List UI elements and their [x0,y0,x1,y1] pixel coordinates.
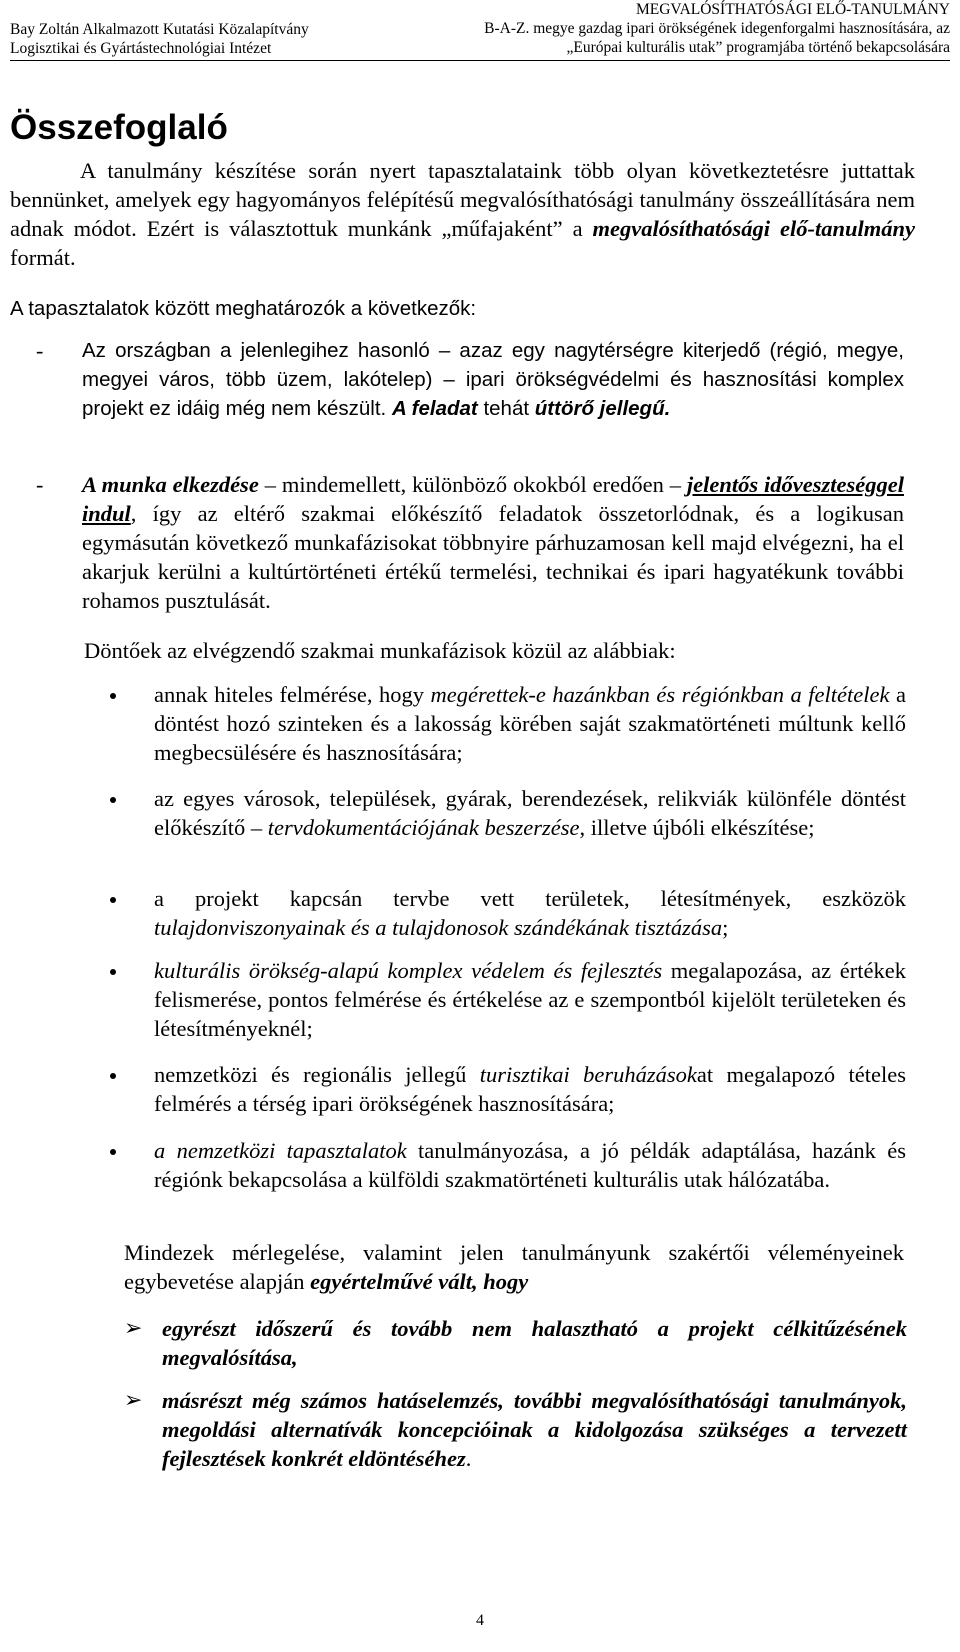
arrow-item-2-end: . [465,1446,472,1471]
intro-emphasis: megvalósíthatósági elő-tanulmány [592,216,915,241]
bullet-italic: megérettek-e hazánkban és régiónkban a feltételek [430,682,890,707]
dash-item-1-text [82,336,904,423]
page-number: 4 [476,1612,484,1629]
bullet-dot-icon [110,797,116,803]
bullet-text: annak hiteles felmérése, hogy [154,682,431,707]
bullet-text: a projekt kapcsán tervbe vett területek, létesítmények, eszközök [154,886,906,911]
bullet-text: at megalapozó tételes felmérés a térség ipari örökségének hasznosítására; [154,1062,906,1116]
decisive-phases-intro: Döntőek az elvégzendő szakmai munkafázisok közül az alábbiak: [84,638,676,663]
arrow-item-2-body: másrészt még számos hatáselemzés, további megvalósíthatósági tanulmányok, megoldási alternatívák koncepcióinak a kidolgozása szükséges a tervezett fejlesztések konkrét eldöntéséhez [162,1388,907,1471]
intro-paragraph [10,156,915,272]
intro-text: A tanulmány készítése során nyert tapasztalataink több olyan következtetésre juttattak bennünket, amelyek egy hagyományos felépítésű megvalósíthatósági tanulmány összeállítására nem adnak módot. Ezért is választottuk munkánk „műfajaként” a [10,158,915,241]
bullet-text: tanulmányozása, a jó példák adaptálása, hazánk és régiónk bekapcsolása a külföldi szakmatörténeti kulturális utak hálózatába. [154,1138,906,1192]
header-organization: Bay Zoltán Alkalmazott Kutatási Közalapítvány [10,21,309,38]
bullet-text: , illetve újbóli elkészítése; [579,815,815,840]
dash-item-1-body: Az országban a jelenlegihez hasonló – azaz egy nagytérségre kiterjedő (régió, megye, megyei város, több üzem, lakótelep) – ipari örökségvédelmi és hasznosítási komplex projekt ez idáig még nem készült. [82,339,904,420]
dash-item-2-text [82,470,904,615]
header-study-subtitle-2: „Európai kulturális utak” programjába történő bekapcsolására [566,39,950,56]
bullet-text: a döntést hozó szinteken és a lakosság körében saját szakmatörténeti múltunk kellő megbecsülésére és hasznosítására; [154,682,906,765]
conclusion-text: Mindezek mérlegelése, valamint jelen tanulmányunk szakértői véleményeinek egybevetése alapján [124,1240,904,1294]
conclusion-paragraph [124,1238,904,1296]
bullet-item-6-text [154,1136,906,1194]
conclusion-emphasis: egyértelművé vált, hogy [310,1269,529,1294]
arrow-item-1-body: egyrészt időszerű és tovább nem halasztható a projekt célkitűzésének megvalósítása, [162,1316,907,1370]
intro-text-end: formát. [10,245,76,270]
dash-marker: - [36,472,44,497]
bullet-italic: turisztikai beruházások [479,1062,697,1087]
dash-item-1-emphasis: A feladat [391,397,478,420]
header-study-subtitle: B-A-Z. megye gazdag ipari örökségének idegenforgalmi hasznosítására, az [484,20,950,37]
header-study-title: MEGVALÓSÍTHATÓSÁGI ELŐ-TANULMÁNY [635,1,950,18]
bullet-item-4-text [154,956,906,1043]
dash-item-1-emphasis-2: úttörő jellegű. [534,397,671,420]
bullet-italic: tervdokumentációjának beszerzése [267,815,580,840]
page-title: Összefoglaló [10,108,228,147]
dash-item-2-underlined: jelentős időveszteséggel indul [82,472,904,526]
bullet-text: nemzetközi és regionális jellegű [154,1062,480,1087]
bullet-text: ; [722,915,729,940]
dash-item-2-emphasis: A munka elkezdése [82,472,259,497]
bullet-item-1-text [154,680,906,767]
bullet-item-5-text [154,1060,906,1118]
arrow-bullet-icon: ➢ [124,1316,143,1341]
arrow-item-1-text [162,1314,907,1372]
criteria-intro: A tapasztalatok között meghatározók a következők: [10,297,477,320]
dash-item-1-mid: tehát [477,397,535,420]
bullet-italic: tulajdonviszonyainak és a tulajdonosok szándékának tisztázása [154,915,723,940]
bullet-dot-icon [110,693,116,699]
header-left [10,20,309,58]
bullet-item-3-text [154,884,906,942]
arrow-item-2-text [162,1386,907,1473]
page-header [10,0,950,64]
arrow-bullet-icon: ➢ [124,1388,143,1413]
header-right [484,0,950,57]
bullet-dot-icon [110,1073,116,1079]
bullet-italic: kulturális örökség-alapú komplex védelem és fejlesztés [154,958,663,983]
bullet-dot-icon [110,1149,116,1155]
bullet-italic: a nemzetközi tapasztalatok [154,1138,407,1163]
bullet-text: megalapozása, az értékek felismerése, pontos felmérése és értékelése az e szempontból kijelölt területeken és létesítményeknél; [154,958,906,1041]
dash-item-2-body: , így az eltérő szakmai előkészítő feladatok összetorlódnak, és a logikusan egymásután következő munkafázisokat többnyire párhuzamosan kell majd elvégezni, ha el akarjuk kerülni a kultúrtörténeti értékű termelési, technikai és ipari hagyatékunk további rohamos pusztulását. [82,501,904,613]
bullet-item-2-text [154,784,906,842]
bullet-dot-icon [110,969,116,975]
bullet-text: az egyes városok, települések, gyárak, berendezések, relikviák különféle döntést előkészítő – [154,786,906,840]
bullet-dot-icon [110,897,116,903]
dash-item-2-mid: – mindemellett, különböző okokból eredően – [258,472,687,497]
dash-marker: - [36,338,44,363]
header-rule [10,60,950,61]
header-institute: Logisztikai és Gyártástechnológiai Intézet [10,40,272,57]
